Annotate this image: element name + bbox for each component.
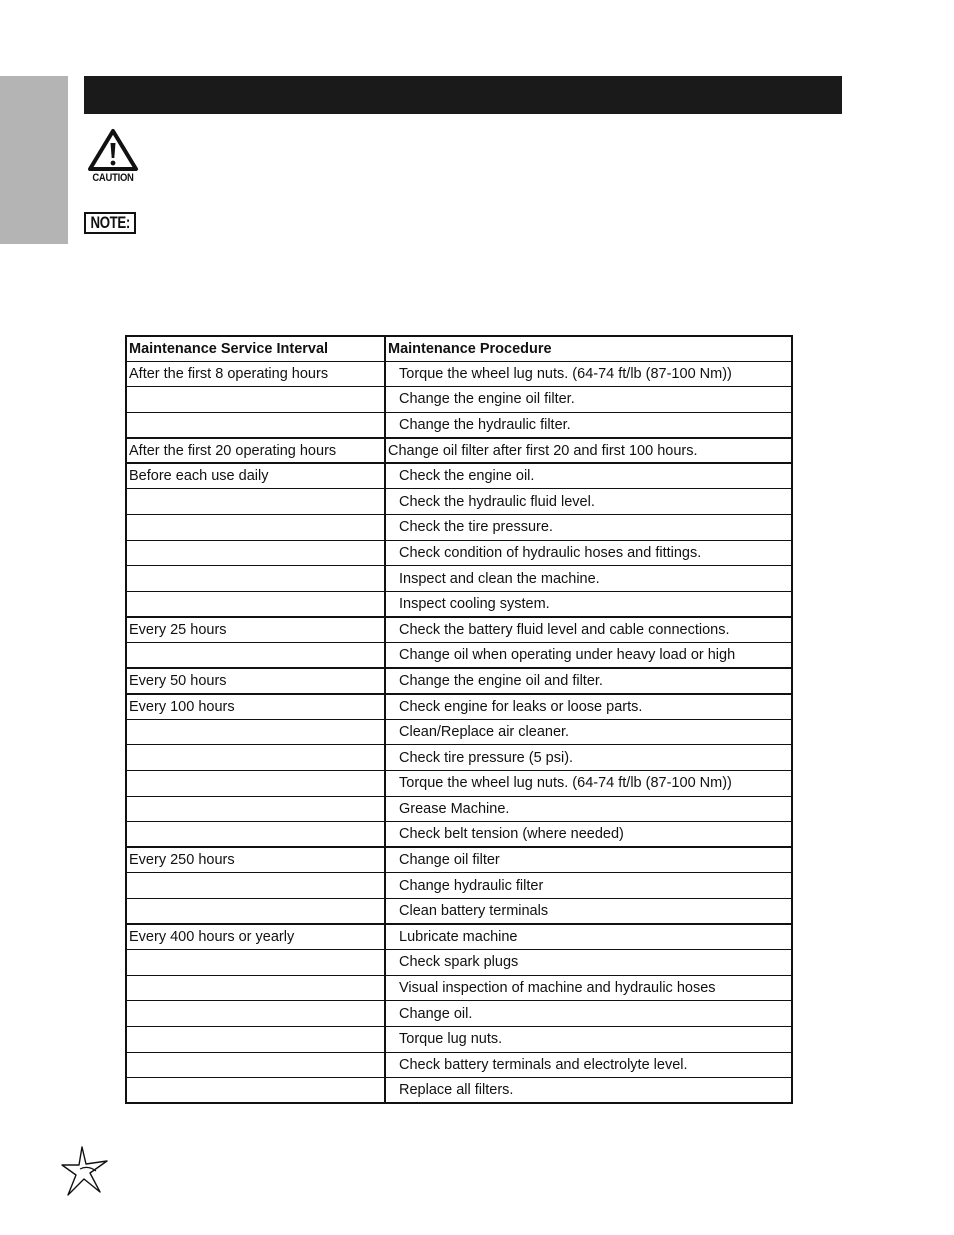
- table-row: [126, 771, 792, 797]
- procedure-cell: Check the hydraulic fluid level.: [385, 489, 792, 515]
- table-row: [126, 719, 792, 745]
- table-row: [126, 668, 792, 694]
- table-row: [126, 924, 792, 950]
- procedure-cell: Inspect cooling system.: [385, 591, 792, 617]
- table-row: [126, 694, 792, 720]
- table-row: [126, 796, 792, 822]
- interval-cell: [126, 1052, 385, 1078]
- interval-cell: Every 50 hours: [126, 668, 385, 694]
- interval-cell: [126, 975, 385, 1001]
- table-row: [126, 591, 792, 617]
- interval-cell: [126, 515, 385, 541]
- procedure-cell: Change oil when operating under heavy load or high: [385, 643, 792, 669]
- table-row: [126, 847, 792, 873]
- interval-cell: [126, 566, 385, 592]
- maintenance-table: [125, 335, 793, 1104]
- table-body: [126, 361, 792, 1103]
- table-row: [126, 822, 792, 848]
- interval-cell: [126, 412, 385, 438]
- caution-label: CAUTION: [92, 172, 134, 184]
- interval-cell: Every 250 hours: [126, 847, 385, 873]
- table-row: [126, 387, 792, 413]
- procedure-cell: Change oil filter after first 20 and first 100 hours.: [385, 438, 792, 464]
- interval-cell: [126, 822, 385, 848]
- table-row: [126, 540, 792, 566]
- procedure-cell: Check the engine oil.: [385, 463, 792, 489]
- table-row: [126, 873, 792, 899]
- note-badge: [84, 212, 136, 234]
- caution-triangle-icon: [87, 128, 139, 172]
- interval-cell: [126, 1026, 385, 1052]
- procedure-cell: Change oil.: [385, 1001, 792, 1027]
- header-interval: Maintenance Service Interval: [126, 336, 385, 361]
- procedure-cell: Check spark plugs: [385, 950, 792, 976]
- procedure-cell: Lubricate machine: [385, 924, 792, 950]
- procedure-cell: Check battery terminals and electrolyte level.: [385, 1052, 792, 1078]
- interval-cell: [126, 387, 385, 413]
- note-label: NOTE:: [90, 213, 130, 232]
- procedure-cell: Clean battery terminals: [385, 898, 792, 924]
- table-row: [126, 745, 792, 771]
- procedure-cell: Check tire pressure (5 psi).: [385, 745, 792, 771]
- table-row: [126, 950, 792, 976]
- interval-cell: [126, 873, 385, 899]
- procedure-cell: Torque lug nuts.: [385, 1026, 792, 1052]
- interval-cell: [126, 950, 385, 976]
- procedure-cell: Change the engine oil filter.: [385, 387, 792, 413]
- interval-cell: [126, 540, 385, 566]
- procedure-cell: Change oil filter: [385, 847, 792, 873]
- table-row: [126, 975, 792, 1001]
- table-row: [126, 1052, 792, 1078]
- interval-cell: [126, 719, 385, 745]
- table-row: [126, 1078, 792, 1104]
- interval-cell: Before each use daily: [126, 463, 385, 489]
- table-row: [126, 515, 792, 541]
- procedure-cell: Change the hydraulic filter.: [385, 412, 792, 438]
- procedure-cell: Check the battery fluid level and cable connections.: [385, 617, 792, 643]
- procedure-cell: Check the tire pressure.: [385, 515, 792, 541]
- procedure-cell: Check belt tension (where needed): [385, 822, 792, 848]
- interval-cell: [126, 898, 385, 924]
- table-row: [126, 463, 792, 489]
- table-row: [126, 438, 792, 464]
- star-logo-icon: [60, 1145, 112, 1199]
- header-procedure: Maintenance Procedure: [385, 336, 792, 361]
- procedure-cell: Visual inspection of machine and hydraulic hoses: [385, 975, 792, 1001]
- table-row: [126, 566, 792, 592]
- section-header-bar: [84, 76, 842, 114]
- procedure-cell: Check condition of hydraulic hoses and fittings.: [385, 540, 792, 566]
- table-row: [126, 617, 792, 643]
- side-tab: [0, 76, 68, 244]
- interval-cell: Every 400 hours or yearly: [126, 924, 385, 950]
- interval-cell: [126, 643, 385, 669]
- interval-cell: Every 100 hours: [126, 694, 385, 720]
- interval-cell: [126, 1001, 385, 1027]
- table-row: [126, 412, 792, 438]
- procedure-cell: Inspect and clean the machine.: [385, 566, 792, 592]
- table-row: [126, 898, 792, 924]
- table-row: [126, 1026, 792, 1052]
- table-header-row: [126, 336, 792, 361]
- interval-cell: [126, 1078, 385, 1104]
- table-row: [126, 489, 792, 515]
- interval-cell: [126, 591, 385, 617]
- interval-cell: [126, 771, 385, 797]
- table-row: [126, 1001, 792, 1027]
- interval-cell: [126, 745, 385, 771]
- procedure-cell: Torque the wheel lug nuts. (64-74 ft/lb (87-100 Nm)): [385, 361, 792, 387]
- procedure-cell: Clean/Replace air cleaner.: [385, 719, 792, 745]
- table-row: [126, 361, 792, 387]
- procedure-cell: Check engine for leaks or loose parts.: [385, 694, 792, 720]
- procedure-cell: Change hydraulic filter: [385, 873, 792, 899]
- procedure-cell: Replace all filters.: [385, 1078, 792, 1104]
- interval-cell: After the first 8 operating hours: [126, 361, 385, 387]
- interval-cell: [126, 489, 385, 515]
- table-row: [126, 643, 792, 669]
- interval-cell: [126, 796, 385, 822]
- procedure-cell: Grease Machine.: [385, 796, 792, 822]
- procedure-cell: Change the engine oil and filter.: [385, 668, 792, 694]
- interval-cell: Every 25 hours: [126, 617, 385, 643]
- procedure-cell: Torque the wheel lug nuts. (64-74 ft/lb (87-100 Nm)): [385, 771, 792, 797]
- interval-cell: After the first 20 operating hours: [126, 438, 385, 464]
- caution-block: [84, 128, 142, 190]
